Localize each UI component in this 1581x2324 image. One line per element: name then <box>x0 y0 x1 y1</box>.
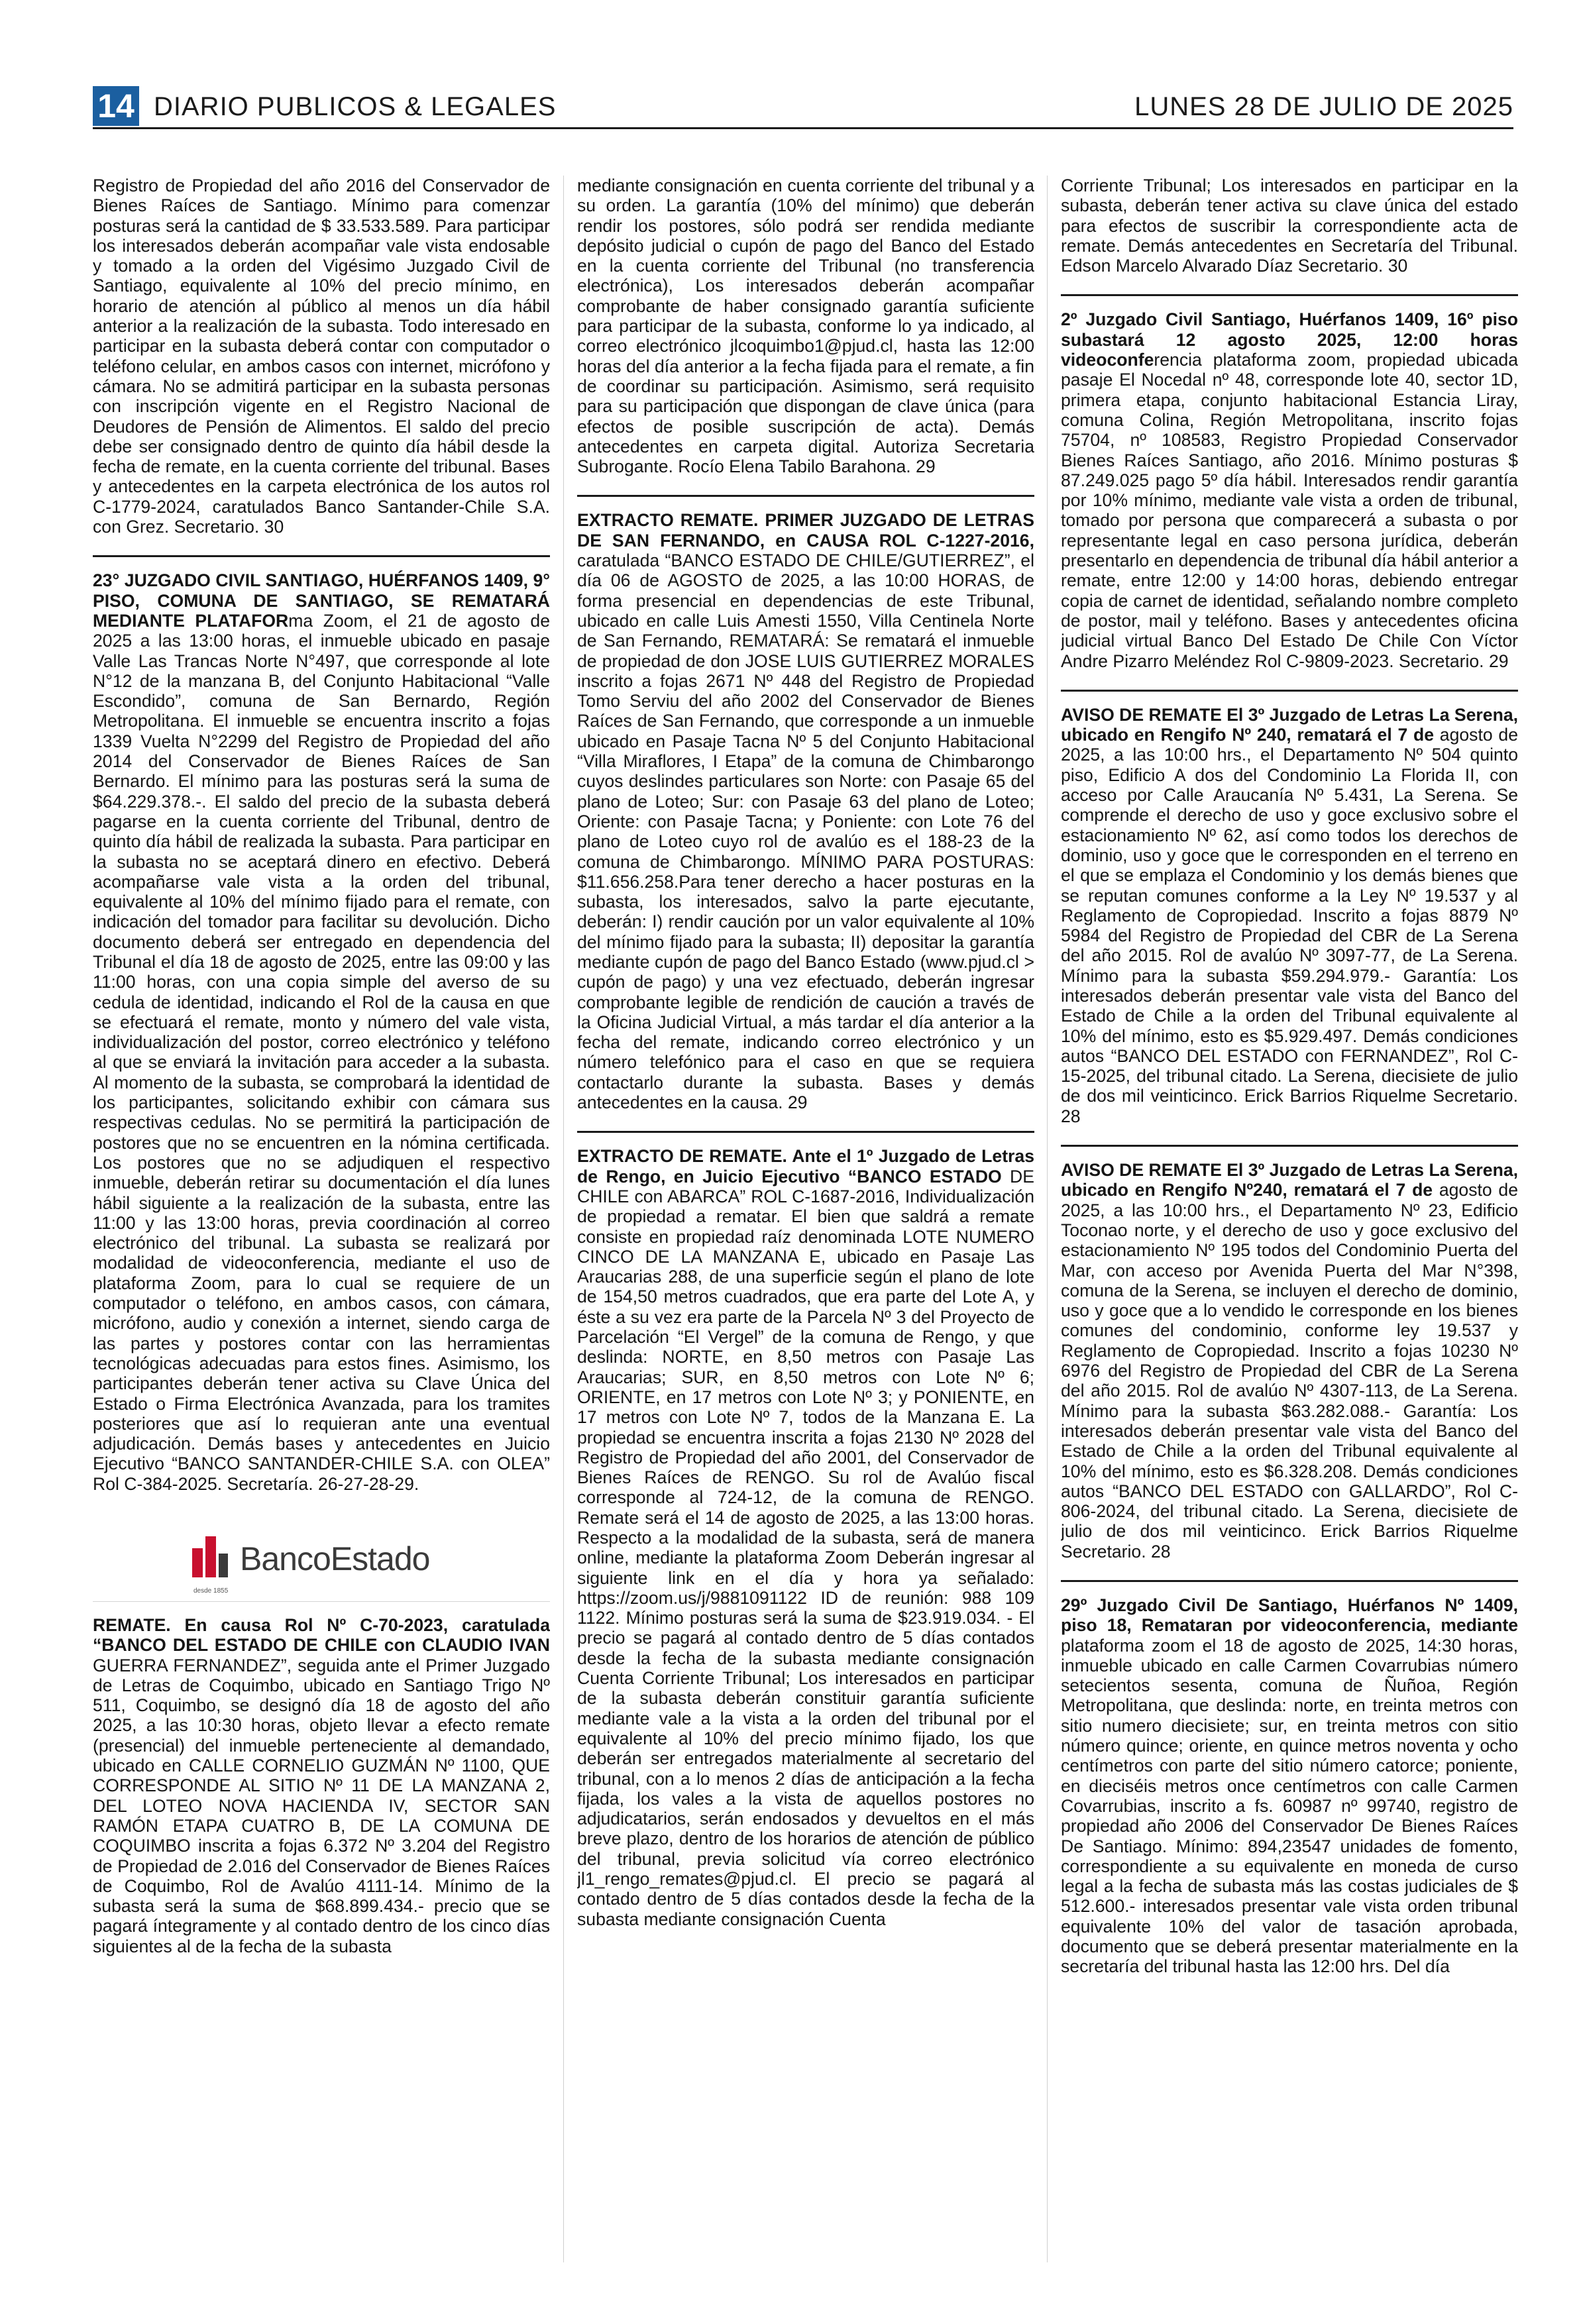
notice-lead: EXTRACTO REMATE. PRIMER JUZGADO DE LETRAS DE SAN FERNANDO, en CAUSA ROL C-1227-2016, <box>577 510 1034 551</box>
notice-body: agosto de 2025, a las 10:00 hrs., el Departamento Nº 23, Edificio Toconao norte, y el derecho de uso y goce exclusivo del estacionamiento Nº 195 todos del Condominio Puerta del Mar, con acceso por Avenida Puerta del Mar N°398, comuna de la Serena, se incluyen el derecho de dominio, uso y goce que a lo vendido le corresponde en los bienes comunes del condominio, conforme ley 19.537 y Reglamento de Copropiedad. Inscrito a fojas 10230 Nº 6976 del Registro de Propiedad del CBR de La Serena del año 2015. Rol de avalúo Nº 4307-113, de La Serena. Mínimo para la subasta $63.282.088.- Garantía: Los interesados deberán presentar vale vista del Banco del Estado de Chile a la orden del Tribunal equivalente al 10% del mínimo, esto es $6.328.208. Demás condiciones autos “BANCO DEL ESTADO con GALLARDO”, Rol C-806-2024, del tribunal citado. La Serena, diecisiete de julio de dos mil veinticinco. Erick Barrios Riquelme Secretario. 28 <box>1061 1180 1518 1561</box>
notice-separator <box>577 1131 1034 1133</box>
notice-separator <box>1061 1580 1518 1582</box>
legal-notice <box>1061 176 1518 285</box>
masthead <box>93 86 1513 129</box>
bancoestado-logo-icon <box>190 1534 229 1580</box>
column-2 <box>577 176 1034 2262</box>
bancoestado-logo-tagline: desde 1855 <box>193 1587 229 1595</box>
notice-body: DE CHILE con ABARCA” ROL C-1687-2016, Individualización de propiedad a rematar. El bien que saldrá a remate consiste en propiedad raíz denominada LOTE NUMERO CINCO DE LA MANZANA E, ubicado en Pasaje Las Araucarias 288, de una superficie según el plano de lote de 154,50 metros cuadrados, que era parte del Lote A, y éste a su vez era parte de la Parcela Nº 3 del Proyecto de Parcelación “El Vergel” de la comuna de Rengo, y que deslinda: NORTE, en 8,50 metros con Pasaje Las Araucarias; SUR, en 8,50 metros con Lote Nº 6; ORIENTE, en 17 metros con Lote Nº 3; y PONIENTE, en 17 metros con Lote Nº 7, todos de la Manzana E. La propiedad se encuentra inscrita a fojas 2130 Nº 2028 del Registro de Propiedad del año 2001, del Conservador de Bienes Raíces de RENGO. Su rol de Avalúo fiscal corresponde al 724-12, de la comuna de RENGO. Remate será el 14 de agosto de 2025, a las 13:00 horas. Respecto a la modalidad de la subasta, será de manera online, mediante la plataforma Zoom Deberán ingresar al siguiente link en el día y hora ya señalado: https://zoom.us/j/9881091122 ID de reunión: 988 109 1122. Mínimo posturas será la suma de $23.919.034. - El precio se pagará al contado dentro de 5 días contados desde la fecha de la subasta mediante consignación Cuenta Corriente Tribunal; Los interesados en participar de la subasta deberán constituir garantía suficiente mediante vale a la vista a la orden del tribunal por el equivalente al 10% del precio mínimo fijado, los que deberán ser entregados materialmente al secretario del tribunal, con a lo menos 2 días de anticipación a la fecha fijada, los vales a la vista de aquellos postores no adjudicatarios, serán endosados y devueltos en el más breve plazo, dentro de los horarios de atención de público del tribunal, previa solicitud vía correo electrónico jl1_rengo_remates@pjud.cl. El precio se pagará al contado dentro de 5 días contados desde la fecha de la subasta mediante consignación Cuenta <box>577 1166 1034 1929</box>
notice-lead: EXTRACTO DE REMATE. Ante el 1º Juzgado de Letras de Rengo, en Juicio Ejecutivo “BANCO ESTADO <box>577 1146 1034 1187</box>
column-divider <box>1047 176 1048 2262</box>
notice-lead: 2º Juzgado Civil Santiago, Huérfanos 1409, 16º piso subastará 12 agosto 2025, 12:00 horas videoconfe <box>1061 309 1518 370</box>
notice-body: caratulada “BANCO ESTADO DE CHILE/GUTIERREZ”, el día 06 de AGOSTO de 2025, a las 10:00 HORAS, de forma presencial en dependencias de este Tribunal, ubicado en calle Luis Amesti 1550, Villa Centinela Norte de San Fernando, REMATARÁ: Se rematará el inmueble de propiedad de don JOSE LUIS GUTIERREZ MORALES inscrito a fojas 2671 Nº 448 del Registro de Propiedad Tomo Serviu del año 2002 del Conservador de Bienes Raíces de San Fernando, que corresponde a un inmueble ubicado en Pasaje Tacna Nº 5 del Conjunto Habitacional “Villa Miraflores, I Etapa” de la comuna de Chimbarongo cuyos deslindes particulares son Norte: con Pasaje 65 del plano de Loteo; Sur: con Pasaje 63 del plano de Loteo; Oriente: con Pasaje Tacna; y Poniente: con Lote 76 del plano de Loteo cuyo rol de avalúo es el 188-23 de la comuna de Chimbarongo. MÍNIMO PARA POSTURAS: $11.656.258.Para tener derecho a hacer posturas en la subasta, los interesados, salvo la parte ejecutante, deberán: I) rendir caución por un valor equivalente al 10% del mínimo fijado para la subasta; II) depositar la garantía mediante cupón de pago del Banco Estado (www.pjud.cl > cupón de pago) y una vez efectuado, deberán ingresar comprobante legible de rendición de caución a través de la Oficina Judicial Virtual, a más tardar el día anterior a la fecha del remate, indicando correo electrónico y un número telefónico para el caso en que se requiera contactarlo durante la subasta. Bases y demás antecedentes en la causa. 29 <box>577 551 1034 1113</box>
legal-notice <box>93 1615 550 1966</box>
legal-notice <box>93 570 550 1503</box>
notice-separator <box>1061 1145 1518 1147</box>
publication-date: LUNES 28 DE JULIO DE 2025 <box>1134 92 1513 121</box>
legal-notice <box>1061 1595 1518 1986</box>
bancoestado-logo-text: BancoEstado <box>240 1540 430 1577</box>
notice-lead: AVISO DE REMATE El 3º Juzgado de Letras La Serena, ubicado en Rengifo Nº 240, rematará el 7 de <box>1061 704 1518 745</box>
bancoestado-logo <box>93 1523 550 1602</box>
notice-lead: REMATE. En causa Rol Nº C-70-2023, caratulada “BANCO DEL ESTADO DE CHILE con CLAUDIO IVAN <box>93 1615 550 1656</box>
notice-body: mediante consignación en cuenta corriente del tribunal y a su orden. La garantía (10% del mínimo) que deberán rendir los postores, sólo podrá ser rendida mediante depósito judicial o cupón de pago del Banco del Estado en la cuenta corriente del Tribunal (no transferencia electrónica), Los interesados deberán acompañar comprobante de haber consignado garantía suficiente para participar de la subasta, conforme lo ya indicado, al correo electrónico jlcoquimbo1@pjud.cl, hasta las 12:00 horas del día anterior a la fecha fijada para el remate, a fin de coordinar su participación. Asimismo, será requisito para su participación que dispongan de clave única (para efectos de posible suscripción de acta). Demás antecedentes en carpeta digital. Autoriza Secretaria Subrogante. Rocío Elena Tabilo Barahona. 29 <box>577 176 1034 477</box>
legal-notice <box>93 176 550 546</box>
notice-body: agosto de 2025, a las 10:00 hrs., el Departamento Nº 504 quinto piso, Edificio A dos del Condominio La Florida II, con acceso por Calle Araucanía Nº 5.431, La Serena. Se comprende el derecho de uso y goce exclusivo sobre el estacionamiento Nº 62, así como todos los derechos de dominio, uso y goce que le corresponden en el terreno en el que se emplaza el Condominio y los demás bienes que se reputan comunes conforme a la Ley Nº 19.537 y al Reglamento de Copropiedad. Inscrito a fojas 8879 Nº 5984 del Registro de Propiedad del CBR de La Serena del año 2015. Rol de avalúo Nº 3097-77, de La Serena. Mínimo para la subasta $59.294.979.- Garantía: Los interesados deberán presentar vale vista del Banco del Estado de Chile a la orden del Tribunal equivalente al 10% del mínimo, esto es $5.929.497. Demás condiciones autos “BANCO DEL ESTADO con FERNANDEZ”, Rol C-15-2025, del tribunal citado. La Serena, diecisiete de julio de dos mil veinticinco. Erick Barrios Riquelme Secretario. 28 <box>1061 725 1518 1126</box>
notice-body: GUERRA FERNANDEZ”, seguida ante el Primer Juzgado de Letras de Coquimbo, ubicado en Santiago Trigo Nº 511, Coquimbo, se designó día 18 de agosto del año 2025, a las 10:30 horas, objeto llevar a efecto remate (presencial) del inmueble perteneciente al demandado, ubicado en CALLE CORNELIO GUZMÁN Nº 1100, QUE CORRESPONDE AL SITIO Nº 11 DE LA MANZANA 2, DEL LOTEO NOVA HACIENDA IV, SECTOR SAN RAMÓN ETAPA CUATRO B, DE LA COMUNA DE COQUIMBO inscrita a fojas 6.372 Nº 3.204 del Registro de Propiedad de 2.016 del Conservador de Bienes Raíces de Coquimbo, Rol de Avalúo 4111-14. Mínimo de la subasta será la suma de $68.899.434.- precio que se pagará íntegramente y al contado dentro de los cinco días siguientes al de la fecha de la subasta <box>93 1655 550 1956</box>
column-3 <box>1061 176 1518 2262</box>
notice-separator <box>1061 294 1518 296</box>
notice-body: plataforma zoom el 18 de agosto de 2025, 14:30 horas, inmueble ubicado en calle Carmen Covarrubias número setecientos sesenta, comuna de Ñuñoa, Región Metropolitana, que deslinda: norte, en treinta metros con sitio numero diecisiete; sur, en treinta metros con sitio número quince; oriente, en quince metros noventa y ocho centímetros con parte del sitio número catorce; poniente, en dieciséis metros once centímetros con calle Carmen Covarrubias, inscrito a fs. 60987 nº 99740, registro de propiedad año 2006 del Conservador De Bienes Raíces De Santiago. Mínimo: 894,23547 unidades de fomento, correspondiente a su equivalente en moneda de curso legal a la fecha de subasta más las costas judiciales de $ 512.600.- interesados presentar vale vista orden tribunal equivalente 10% del valor de tasación aprobada, documento que se deberá presentar materialmente en la secretaría del tribunal hasta las 12:00 hrs. Del día <box>1061 1635 1518 1977</box>
legal-notice <box>577 176 1034 486</box>
notice-separator <box>577 495 1034 497</box>
notice-separator <box>1061 690 1518 692</box>
notice-body: ma Zoom, el 21 de agosto de 2025 a las 13:00 horas, el inmueble ubicado en pasaje Valle Las Trancas Norte N°497, que corresponde al lote N°12 de la manzana B, del Conjunto Habitacional “Valle Escondido”, comuna de San Bernardo, Región Metropolitana. El inmueble se encuentra inscrito a fojas 1339 Vuelta N°2299 del Registro de Propiedad del año 2014 del Conservador de Bienes Raíces de San Bernardo. El mínimo para las posturas será la suma de $64.229.378.-. El saldo del precio de la subasta deberá pagarse en la cuenta corriente del Tribunal, dentro de quinto día hábil de realizada la subasta. Para participar en la subasta no se aceptará dinero en efectivo. Deberá acompañarse vale vista a la orden del tribunal, equivalente al 10% del mínimo fijado para el remate, con indicación del tomador para facilitar su devolución. Dicho documento deberá ser entregado en dependencia del Tribunal el día 18 de agosto de 2025, entre las 09:00 y las 11:00 horas, con una copia simple del averso de su cedula de identidad, indicando el Rol de la causa en que se efectuará el remate, monto y número del vale vista, individualización del postor, correo electrónico y teléfono al que se enviará la invitación para acceder a la subasta. Al momento de la subasta, se comprobará la identidad de los participantes, solicitando exhibir con cámara sus respectivas cedulas. No se permitirá la participación de postores que no se encuentren en la nómina certificada. Los postores que no se adjudiquen el respectivo inmueble, deberán retirar su documentación el día lunes hábil siguiente a la realización de la subasta, entre las 11:00 y las 13:00 horas, previa coordinación al correo electrónico del tribunal. La subasta se realizará por modalidad de videoconferencia, mediante el uso de plataforma Zoom, para lo cual se requiere de un computador o teléfono, en ambos casos, con cámara, micrófono, audio y conexión a internet, siendo carga de las partes y postores contar con las herramientas tecnológicas adecuadas para estos fines. Asimismo, los participantes deberán tener activa su Clave Única del Estado o Firma Electrónica Avanzada, para los tramites posteriores que así lo requieran ante una eventual adjudicación. Demás bases y antecedentes en Juicio Ejecutivo “BANCO SANTANDER-CHILE S.A. con OLEA” Rol C-384-2025. Secretaría. 26-27-28-29. <box>93 610 550 1494</box>
notice-lead: 29º Juzgado Civil De Santiago, Huérfanos Nº 1409, piso 18, Remataran por videoconferencia, mediante <box>1061 1595 1518 1636</box>
publication-name: DIARIO PUBLICOS & LEGALES <box>154 92 557 121</box>
legal-notice <box>577 510 1034 1122</box>
legal-notice <box>1061 705 1518 1136</box>
notice-body: Corriente Tribunal; Los interesados en participar en la subasta, deberán tener activa su clave única del estado para efectos de suscribir la correspondiente acta de remate. Demás antecedentes en Secretaría del Tribunal. Edson Marcelo Alvarado Díaz Secretario. 30 <box>1061 176 1518 276</box>
column-1 <box>93 176 550 2262</box>
notice-body: Registro de Propiedad del año 2016 del Conservador de Bienes Raíces de Santiago. Mínimo para comenzar posturas será la cantidad de $ 33.533.589. Para participar los interesados deberán acompañar vale vista endosable y tomado a la orden del Vigésimo Juzgado Civil de Santiago, equivalente al 10% del precio mínimo, en horario de atención al público al menos un día hábil anterior a la realización de la subasta. Todo interesado en participar en la subasta deberá contar con computador o teléfono celular, en ambos casos con internet, micrófono y cámara. No se admitirá participar en la subasta personas con inscripción vigente en el Registro Nacional de Deudores de Pensión de Alimentos. El saldo del precio debe ser consignado dentro de quinto día hábil desde la fecha de remate, en la cuenta corriente del tribunal. Bases y antecedentes en la carpeta electrónica de los autos rol C-1779-2024, caratulados Banco Santander-Chile S.A. con Grez. Secretario. 30 <box>93 176 550 537</box>
notice-lead: AVISO DE REMATE El 3º Juzgado de Letras La Serena, ubicado en Rengifo Nº240, rematará el 7 de <box>1061 1160 1518 1200</box>
notice-lead: 23° JUZGADO CIVIL SANTIAGO, HUÉRFANOS 1409, 9° PISO, COMUNA DE SANTIAGO, SE REMATARÁ MEDIANTE PLATAFOR <box>93 570 550 631</box>
notice-body: rencia plataforma zoom, propiedad ubicada pasaje El Nocedal nº 48, corresponde lote 40, sector 1D, primera etapa, conjunto habitacional Estancia Liray, comuna Colina, Región Metropolitana, inscrito fojas 75704, nº 108583, Registro Propiedad Conservador Bienes Raíces Santiago, año 2016. Mínimo posturas $ 87.249.025 pago 5º día hábil. Interesados rendir garantía por 10% mínimo, mediante vale vista a orden de tribunal, tomado por persona que comparecerá a subasta o por representante legal en caso persona jurídica, deberán presentarlo en dependencia de tribunal día hábil anterior a remate, entre 12:00 y 14:00 horas, debiendo entregar copia de carnet de identidad, señalando nombre completo de postor, mail y teléfono. Bases y antecedentes oficina judicial virtual Banco Del Estado De Chile Con Víctor Andre Pizarro Meléndez Rol C-9809-2023. Secretario. 29 <box>1061 350 1518 671</box>
legal-notice <box>1061 1160 1518 1571</box>
legal-notice <box>577 1146 1034 1938</box>
page-number: 14 <box>93 86 139 126</box>
legal-notice <box>1061 309 1518 680</box>
notice-separator <box>93 555 550 557</box>
column-divider <box>563 176 564 2262</box>
